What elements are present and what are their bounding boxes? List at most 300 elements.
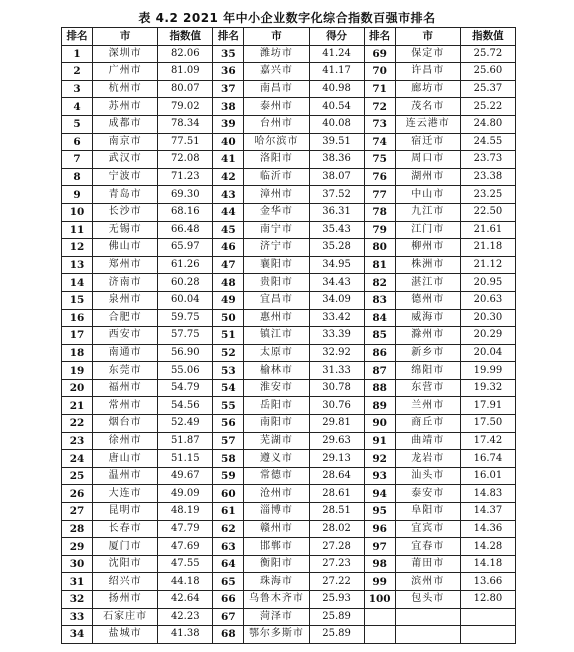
table-row — [62, 379, 516, 397]
table-row — [62, 591, 516, 609]
value-cell: 25.72 — [460, 45, 515, 63]
rank-cell: 63 — [213, 538, 244, 556]
value-cell — [460, 626, 515, 644]
city-cell: 太原市 — [244, 344, 309, 362]
city-cell: 贵阳市 — [244, 274, 309, 292]
city-cell: 淄博市 — [244, 503, 309, 521]
rank-cell: 66 — [213, 591, 244, 609]
header-score: 得分 — [309, 28, 364, 46]
table-row — [62, 397, 516, 415]
value-cell: 51.87 — [158, 432, 213, 450]
city-cell: 深圳市 — [93, 45, 158, 63]
city-cell: 滁州市 — [395, 327, 460, 345]
rank-cell: 48 — [213, 274, 244, 292]
value-cell: 36.31 — [309, 203, 364, 221]
city-cell: 济宁市 — [244, 239, 309, 257]
rank-cell: 89 — [364, 397, 395, 415]
rank-cell: 13 — [62, 256, 93, 274]
city-cell: 珠海市 — [244, 573, 309, 591]
value-cell: 20.29 — [460, 327, 515, 345]
value-cell: 54.56 — [158, 397, 213, 415]
rank-cell: 17 — [62, 327, 93, 345]
ranking-table — [61, 27, 516, 644]
rank-cell: 64 — [213, 555, 244, 573]
city-cell: 沧州市 — [244, 485, 309, 503]
rank-cell: 1 — [62, 45, 93, 63]
city-cell: 宜昌市 — [244, 291, 309, 309]
rank-cell: 88 — [364, 379, 395, 397]
rank-cell: 21 — [62, 397, 93, 415]
value-cell: 40.08 — [309, 115, 364, 133]
city-cell: 苏州市 — [93, 98, 158, 116]
rank-cell: 80 — [364, 239, 395, 257]
rank-cell: 51 — [213, 327, 244, 345]
header-city: 市 — [244, 28, 309, 46]
value-cell: 41.24 — [309, 45, 364, 63]
rank-cell: 43 — [213, 186, 244, 204]
city-cell: 南京市 — [93, 133, 158, 151]
rank-cell: 74 — [364, 133, 395, 151]
rank-cell — [364, 608, 395, 626]
rank-cell: 45 — [213, 221, 244, 239]
city-cell: 东营市 — [395, 379, 460, 397]
rank-cell: 71 — [364, 80, 395, 98]
value-cell: 19.32 — [460, 379, 515, 397]
value-cell: 17.42 — [460, 432, 515, 450]
value-cell: 72.08 — [158, 151, 213, 169]
value-cell: 29.13 — [309, 450, 364, 468]
value-cell: 57.75 — [158, 327, 213, 345]
city-cell: 新乡市 — [395, 344, 460, 362]
table-row — [62, 151, 516, 169]
table-title: 表 4.2 2021 年中小企业数字化综合指数百强市排名 — [138, 11, 436, 25]
value-cell: 56.90 — [158, 344, 213, 362]
city-cell: 中山市 — [395, 186, 460, 204]
city-cell: 长沙市 — [93, 203, 158, 221]
rank-cell: 42 — [213, 168, 244, 186]
value-cell: 54.79 — [158, 379, 213, 397]
table-row — [62, 485, 516, 503]
rank-cell: 68 — [213, 626, 244, 644]
city-cell: 泰州市 — [244, 98, 309, 116]
rank-cell: 86 — [364, 344, 395, 362]
value-cell: 25.93 — [309, 591, 364, 609]
city-cell: 连云港市 — [395, 115, 460, 133]
value-cell: 48.19 — [158, 503, 213, 521]
header-rank: 排名 — [364, 28, 395, 46]
rank-cell: 16 — [62, 309, 93, 327]
value-cell: 33.39 — [309, 327, 364, 345]
value-cell: 40.54 — [309, 98, 364, 116]
value-cell: 28.02 — [309, 520, 364, 538]
value-cell: 13.66 — [460, 573, 515, 591]
rank-cell: 60 — [213, 485, 244, 503]
city-cell: 无锡市 — [93, 221, 158, 239]
rank-cell: 100 — [364, 591, 395, 609]
value-cell: 69.30 — [158, 186, 213, 204]
value-cell: 28.61 — [309, 485, 364, 503]
value-cell: 30.78 — [309, 379, 364, 397]
city-cell: 南阳市 — [244, 415, 309, 433]
rank-cell: 24 — [62, 450, 93, 468]
value-cell: 68.16 — [158, 203, 213, 221]
city-cell: 厦门市 — [93, 538, 158, 556]
city-cell: 扬州市 — [93, 591, 158, 609]
table-row — [62, 503, 516, 521]
city-cell: 商丘市 — [395, 415, 460, 433]
rank-cell: 26 — [62, 485, 93, 503]
city-cell: 德州市 — [395, 291, 460, 309]
value-cell: 40.98 — [309, 80, 364, 98]
rank-cell: 54 — [213, 379, 244, 397]
city-cell: 湖州市 — [395, 168, 460, 186]
rank-cell: 20 — [62, 379, 93, 397]
rank-cell: 93 — [364, 467, 395, 485]
rank-cell: 4 — [62, 98, 93, 116]
rank-cell: 44 — [213, 203, 244, 221]
city-cell: 株洲市 — [395, 256, 460, 274]
rank-cell: 76 — [364, 168, 395, 186]
city-cell: 泰安市 — [395, 485, 460, 503]
value-cell: 47.55 — [158, 555, 213, 573]
rank-cell — [364, 626, 395, 644]
city-cell: 嘉兴市 — [244, 63, 309, 81]
city-cell: 沈阳市 — [93, 555, 158, 573]
value-cell: 41.17 — [309, 63, 364, 81]
value-cell: 25.89 — [309, 626, 364, 644]
city-cell: 绵阳市 — [395, 362, 460, 380]
rank-cell: 53 — [213, 362, 244, 380]
rank-cell: 22 — [62, 415, 93, 433]
value-cell: 32.92 — [309, 344, 364, 362]
city-cell: 菏泽市 — [244, 608, 309, 626]
value-cell: 19.99 — [460, 362, 515, 380]
value-cell: 20.30 — [460, 309, 515, 327]
table-row — [62, 573, 516, 591]
table-row — [62, 327, 516, 345]
value-cell: 20.95 — [460, 274, 515, 292]
rank-cell: 2 — [62, 63, 93, 81]
table-row — [62, 538, 516, 556]
table-row — [62, 626, 516, 644]
value-cell: 14.37 — [460, 503, 515, 521]
rank-cell: 47 — [213, 256, 244, 274]
rank-cell: 6 — [62, 133, 93, 151]
city-cell: 威海市 — [395, 309, 460, 327]
rank-cell: 73 — [364, 115, 395, 133]
city-cell: 南通市 — [93, 344, 158, 362]
city-cell: 龙岩市 — [395, 450, 460, 468]
value-cell: 29.81 — [309, 415, 364, 433]
city-cell: 东莞市 — [93, 362, 158, 380]
city-cell: 湛江市 — [395, 274, 460, 292]
rank-cell: 41 — [213, 151, 244, 169]
rank-cell: 72 — [364, 98, 395, 116]
city-cell: 兰州市 — [395, 397, 460, 415]
table-row — [62, 80, 516, 98]
value-cell: 14.83 — [460, 485, 515, 503]
value-cell: 14.36 — [460, 520, 515, 538]
city-cell: 西安市 — [93, 327, 158, 345]
city-cell: 芜湖市 — [244, 432, 309, 450]
value-cell: 80.07 — [158, 80, 213, 98]
rank-cell: 8 — [62, 168, 93, 186]
city-cell: 宜春市 — [395, 538, 460, 556]
value-cell: 23.73 — [460, 151, 515, 169]
rank-cell: 83 — [364, 291, 395, 309]
city-cell: 九江市 — [395, 203, 460, 221]
rank-cell: 37 — [213, 80, 244, 98]
rank-cell: 46 — [213, 239, 244, 257]
city-cell: 郑州市 — [93, 256, 158, 274]
value-cell: 47.79 — [158, 520, 213, 538]
rank-cell: 36 — [213, 63, 244, 81]
city-cell: 徐州市 — [93, 432, 158, 450]
value-cell: 12.80 — [460, 591, 515, 609]
city-cell: 襄阳市 — [244, 256, 309, 274]
header-index-value: 指数值 — [158, 28, 213, 46]
value-cell: 51.15 — [158, 450, 213, 468]
value-cell: 78.34 — [158, 115, 213, 133]
rank-cell: 7 — [62, 151, 93, 169]
value-cell: 25.22 — [460, 98, 515, 116]
city-cell: 哈尔滨市 — [244, 133, 309, 151]
city-cell: 杭州市 — [93, 80, 158, 98]
value-cell: 22.50 — [460, 203, 515, 221]
city-cell: 成都市 — [93, 115, 158, 133]
header-city: 市 — [395, 28, 460, 46]
rank-cell: 77 — [364, 186, 395, 204]
city-cell: 宿迁市 — [395, 133, 460, 151]
value-cell: 60.04 — [158, 291, 213, 309]
city-cell: 金华市 — [244, 203, 309, 221]
rank-cell: 32 — [62, 591, 93, 609]
value-cell: 14.18 — [460, 555, 515, 573]
value-cell: 30.76 — [309, 397, 364, 415]
table-row — [62, 415, 516, 433]
rank-cell: 87 — [364, 362, 395, 380]
rank-cell: 50 — [213, 309, 244, 327]
city-cell: 宜宾市 — [395, 520, 460, 538]
city-cell: 武汉市 — [93, 151, 158, 169]
rank-cell: 91 — [364, 432, 395, 450]
value-cell: 24.80 — [460, 115, 515, 133]
rank-cell: 70 — [364, 63, 395, 81]
table-row — [62, 168, 516, 186]
rank-cell: 75 — [364, 151, 395, 169]
table-row — [62, 239, 516, 257]
value-cell: 27.22 — [309, 573, 364, 591]
rank-cell: 18 — [62, 344, 93, 362]
value-cell: 35.43 — [309, 221, 364, 239]
city-cell: 廊坊市 — [395, 80, 460, 98]
value-cell: 25.37 — [460, 80, 515, 98]
city-cell: 阜阳市 — [395, 503, 460, 521]
rank-cell: 49 — [213, 291, 244, 309]
value-cell: 38.36 — [309, 151, 364, 169]
city-cell: 汕头市 — [395, 467, 460, 485]
table-row — [62, 221, 516, 239]
rank-cell: 67 — [213, 608, 244, 626]
value-cell: 29.63 — [309, 432, 364, 450]
city-cell: 赣州市 — [244, 520, 309, 538]
table-row — [62, 344, 516, 362]
value-cell: 20.04 — [460, 344, 515, 362]
rank-cell: 65 — [213, 573, 244, 591]
rank-cell: 28 — [62, 520, 93, 538]
value-cell: 25.89 — [309, 608, 364, 626]
city-cell: 包头市 — [395, 591, 460, 609]
city-cell: 青岛市 — [93, 186, 158, 204]
value-cell: 21.61 — [460, 221, 515, 239]
value-cell: 28.64 — [309, 467, 364, 485]
rank-cell: 58 — [213, 450, 244, 468]
rank-cell: 38 — [213, 98, 244, 116]
table-row — [62, 291, 516, 309]
value-cell: 42.64 — [158, 591, 213, 609]
city-cell: 江门市 — [395, 221, 460, 239]
value-cell: 71.23 — [158, 168, 213, 186]
header-index-value: 指数值 — [460, 28, 515, 46]
value-cell: 21.18 — [460, 239, 515, 257]
value-cell: 44.18 — [158, 573, 213, 591]
table-row — [62, 467, 516, 485]
table-row — [62, 432, 516, 450]
city-cell: 洛阳市 — [244, 151, 309, 169]
city-cell: 常德市 — [244, 467, 309, 485]
rank-cell: 33 — [62, 608, 93, 626]
rank-cell: 11 — [62, 221, 93, 239]
rank-cell: 84 — [364, 309, 395, 327]
rank-cell: 35 — [213, 45, 244, 63]
value-cell: 55.06 — [158, 362, 213, 380]
value-cell: 17.91 — [460, 397, 515, 415]
table-row — [62, 520, 516, 538]
header-rank: 排名 — [62, 28, 93, 46]
city-cell: 唐山市 — [93, 450, 158, 468]
value-cell: 49.09 — [158, 485, 213, 503]
rank-cell: 10 — [62, 203, 93, 221]
rank-cell: 98 — [364, 555, 395, 573]
value-cell: 25.60 — [460, 63, 515, 81]
value-cell: 81.09 — [158, 63, 213, 81]
rank-cell: 78 — [364, 203, 395, 221]
value-cell: 41.38 — [158, 626, 213, 644]
value-cell: 77.51 — [158, 133, 213, 151]
value-cell: 34.09 — [309, 291, 364, 309]
city-cell: 镇江市 — [244, 327, 309, 345]
rank-cell: 99 — [364, 573, 395, 591]
header-city: 市 — [93, 28, 158, 46]
value-cell: 82.06 — [158, 45, 213, 63]
rank-cell: 34 — [62, 626, 93, 644]
table-row — [62, 256, 516, 274]
value-cell: 14.28 — [460, 538, 515, 556]
rank-cell: 82 — [364, 274, 395, 292]
rank-cell: 92 — [364, 450, 395, 468]
table-row — [62, 98, 516, 116]
city-cell: 邯郸市 — [244, 538, 309, 556]
rank-cell: 30 — [62, 555, 93, 573]
value-cell: 60.28 — [158, 274, 213, 292]
city-cell: 漳州市 — [244, 186, 309, 204]
city-cell: 合肥市 — [93, 309, 158, 327]
city-cell: 潍坊市 — [244, 45, 309, 63]
table-row — [62, 274, 516, 292]
city-cell: 柳州市 — [395, 239, 460, 257]
rank-cell: 12 — [62, 239, 93, 257]
rank-cell: 31 — [62, 573, 93, 591]
value-cell: 65.97 — [158, 239, 213, 257]
rank-cell: 14 — [62, 274, 93, 292]
city-cell: 衡阳市 — [244, 555, 309, 573]
value-cell: 23.25 — [460, 186, 515, 204]
city-cell: 盐城市 — [93, 626, 158, 644]
city-cell: 莆田市 — [395, 555, 460, 573]
city-cell: 南宁市 — [244, 221, 309, 239]
table-row — [62, 608, 516, 626]
table-row — [62, 362, 516, 380]
value-cell: 61.26 — [158, 256, 213, 274]
value-cell: 34.95 — [309, 256, 364, 274]
value-cell: 47.69 — [158, 538, 213, 556]
city-cell: 昆明市 — [93, 503, 158, 521]
city-cell: 保定市 — [395, 45, 460, 63]
city-cell: 大连市 — [93, 485, 158, 503]
value-cell: 20.63 — [460, 291, 515, 309]
rank-cell: 59 — [213, 467, 244, 485]
city-cell: 周口市 — [395, 151, 460, 169]
city-cell: 绍兴市 — [93, 573, 158, 591]
value-cell: 59.75 — [158, 309, 213, 327]
value-cell: 31.33 — [309, 362, 364, 380]
value-cell: 24.55 — [460, 133, 515, 151]
city-cell: 临沂市 — [244, 168, 309, 186]
rank-cell: 52 — [213, 344, 244, 362]
city-cell: 常州市 — [93, 397, 158, 415]
value-cell: 33.42 — [309, 309, 364, 327]
header-row — [62, 28, 516, 46]
table-row — [62, 63, 516, 81]
city-cell — [395, 626, 460, 644]
rank-cell: 9 — [62, 186, 93, 204]
value-cell: 27.28 — [309, 538, 364, 556]
rank-cell: 95 — [364, 503, 395, 521]
city-cell: 淮安市 — [244, 379, 309, 397]
rank-cell: 94 — [364, 485, 395, 503]
rank-cell: 79 — [364, 221, 395, 239]
table-row — [62, 115, 516, 133]
value-cell: 23.38 — [460, 168, 515, 186]
city-cell: 烟台市 — [93, 415, 158, 433]
rank-cell: 69 — [364, 45, 395, 63]
city-cell: 济南市 — [93, 274, 158, 292]
city-cell: 南昌市 — [244, 80, 309, 98]
rank-cell: 61 — [213, 503, 244, 521]
city-cell: 惠州市 — [244, 309, 309, 327]
city-cell: 宁波市 — [93, 168, 158, 186]
city-cell: 泉州市 — [93, 291, 158, 309]
city-cell: 茂名市 — [395, 98, 460, 116]
city-cell: 鄂尔多斯市 — [244, 626, 309, 644]
rank-cell: 5 — [62, 115, 93, 133]
rank-cell: 97 — [364, 538, 395, 556]
rank-cell: 57 — [213, 432, 244, 450]
value-cell: 16.01 — [460, 467, 515, 485]
city-cell: 台州市 — [244, 115, 309, 133]
value-cell: 21.12 — [460, 256, 515, 274]
value-cell: 16.74 — [460, 450, 515, 468]
